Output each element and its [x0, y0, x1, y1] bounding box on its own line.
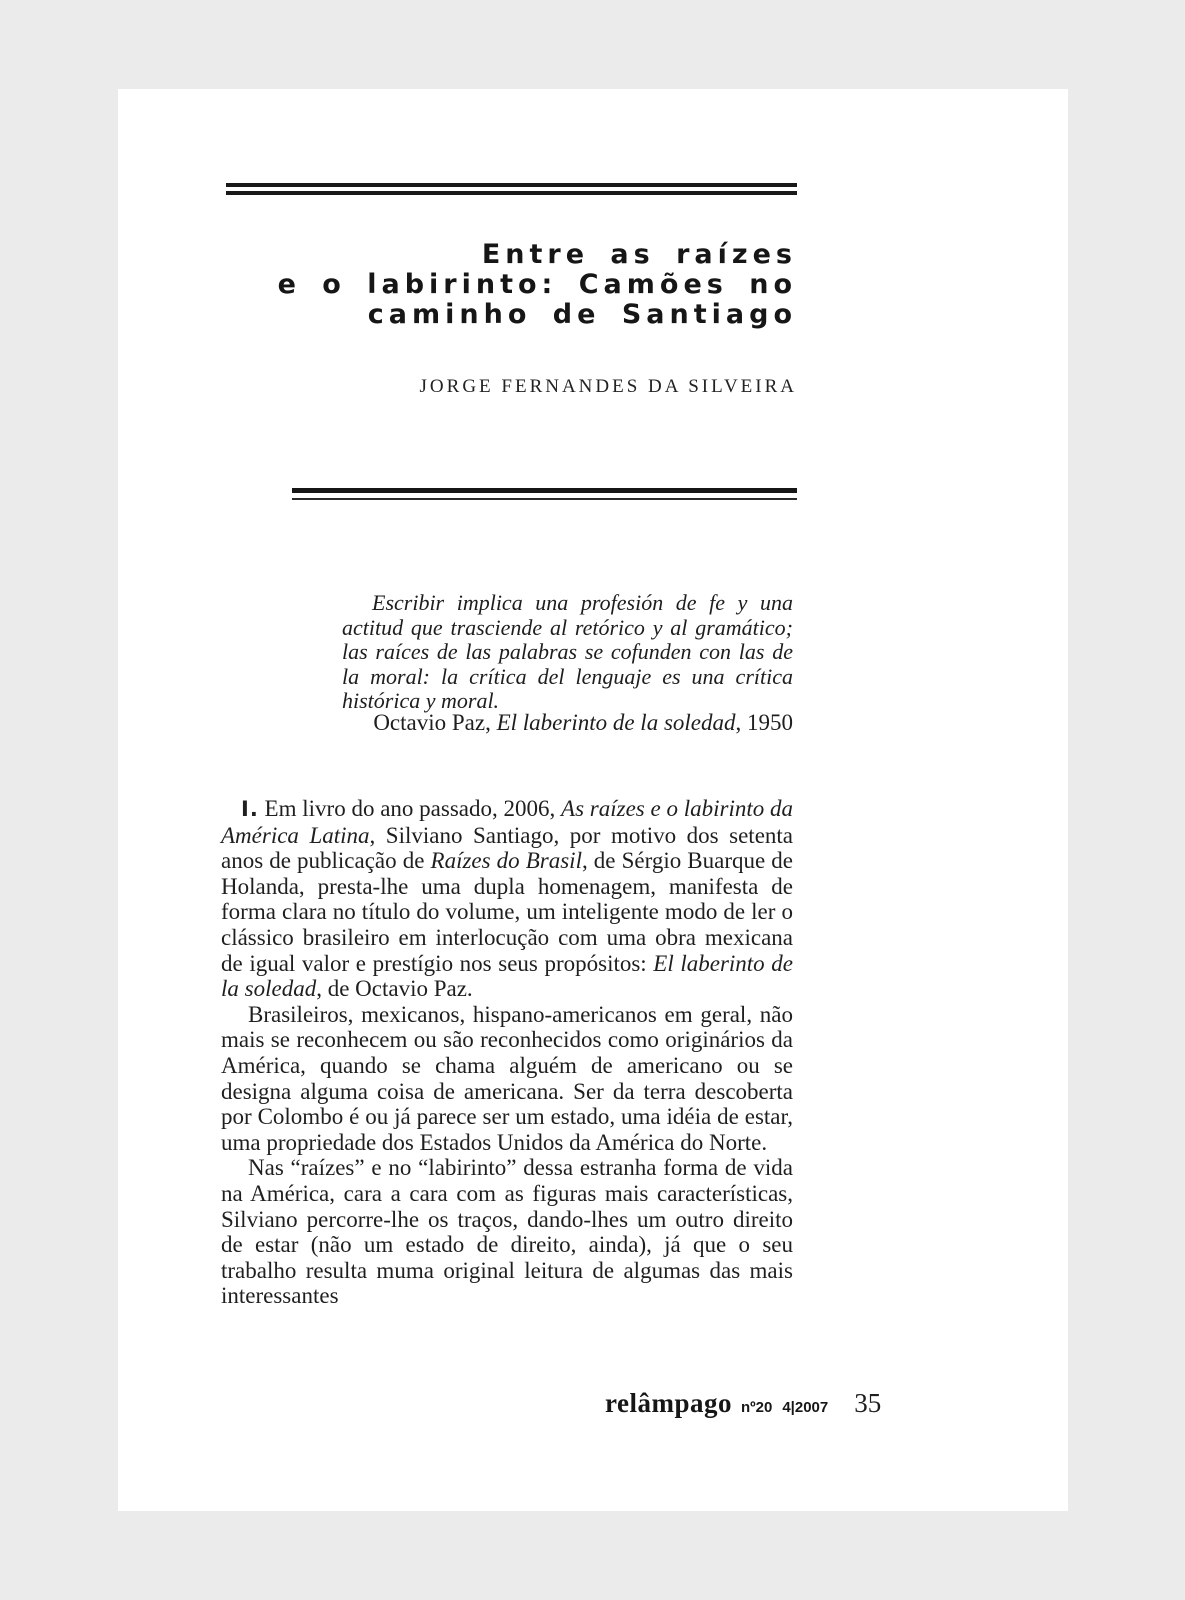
article-page	[118, 89, 1068, 1511]
title-line-1: Entre as raízes	[481, 239, 797, 270]
title-line-3: caminho de Santiago	[367, 299, 797, 330]
epigraph-quote: Escribir implica una profesión de fe y una actitud que trasciende al retórico y al gramático; las raíces de las palabras se cofunden con las de la moral: la crítica del lenguaje es una crítica histórica y moral.	[342, 590, 793, 713]
page-number: 35	[854, 1388, 882, 1418]
paragraph-3: Nas “raízes” e no “labirinto” dessa estranha forma de vida na América, cara a cara com as figuras mais características, Silviano percorre-lhe os traços, dando-lhes um outro direito de estar (não um estado de direito, ainda), já que o seu trabalho resulta muma original leitura de algumas das mais interessantes	[221, 1155, 793, 1309]
paragraph-2: Brasileiros, mexicanos, hispano-americanos em geral, não mais se reconhecem ou são reconhecidos como originários da América, quando se chama alguém de americano ou se designa alguma coisa de americana. Ser da terra descoberta por Colombo é ou já parece ser um estado, uma idéia de estar, uma propriedade dos Estados Unidos da América do Norte.	[221, 1001, 793, 1155]
journal-name: relâmpago	[605, 1388, 732, 1418]
article-title	[278, 240, 797, 330]
author-name: JORGE FERNANDES DA SILVEIRA	[419, 376, 797, 397]
title-line-2: e o labirinto: Camões no	[277, 269, 797, 300]
paragraph-1: I. Em livro do ano passado, 2006, As raízes e o labirinto da América Latina, Silviano Santiago, por motivo dos setenta anos de publicação de Raízes do Brasil, de Sérgio Buarque de Holanda, presta-lhe uma dupla homenagem, manifesta de forma clara no título do volume, um inteligente modo de ler o clássico brasileiro em interlocução com uma obra mexicana de igual valor e prestígio nos seus propósitos: El laberinto de la soledad, de Octavio Paz.	[221, 796, 794, 1002]
epigraph-year: , 1950	[735, 710, 793, 735]
epigraph-author: Octavio Paz,	[373, 710, 497, 735]
rule-bar	[226, 191, 797, 195]
epigraph-work-title: El laberinto de la soledad	[496, 710, 736, 735]
issue-date: 4|2007	[782, 1399, 829, 1416]
body-text	[221, 796, 793, 1309]
epigraph-attribution	[373, 710, 793, 736]
rule-bar	[292, 498, 797, 500]
page-footer	[605, 1388, 881, 1419]
top-double-rule	[226, 183, 797, 195]
divider-double-rule	[292, 488, 797, 500]
issue-number: nº20	[741, 1399, 773, 1416]
